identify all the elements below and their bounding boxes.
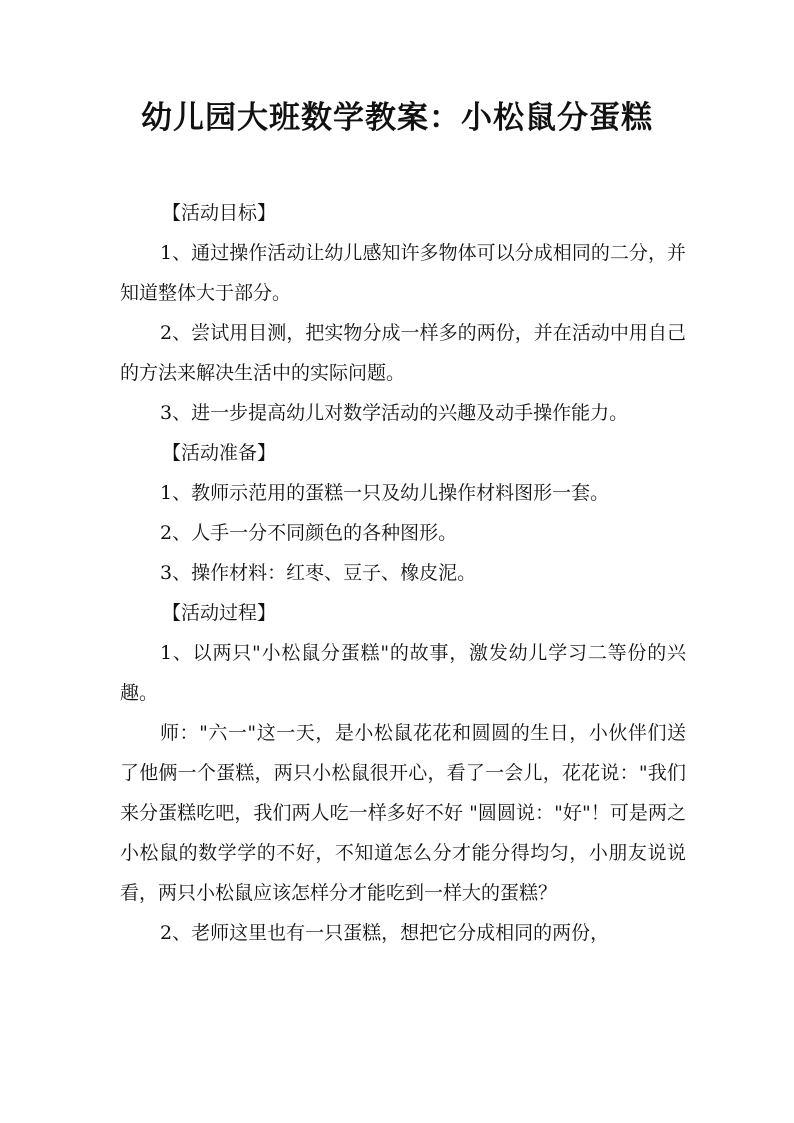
paragraph: 2、老师这里也有一只蛋糕，想把它分成相同的两份， bbox=[160, 922, 610, 944]
paragraph: 2、尝试用目测，把实物分成一样多的两份，并在活动中用自己的方法来解决生活中的实际问题。 bbox=[120, 322, 686, 384]
page-title: 幼儿园大班数学教案：小松鼠分蛋糕 bbox=[141, 100, 653, 136]
paragraph: 2、人手一分不同颜色的各种图形。 bbox=[160, 522, 458, 544]
section-heading-process: 【活动过程】 bbox=[162, 602, 277, 624]
section-heading-preparation: 【活动准备】 bbox=[162, 442, 277, 464]
section-heading-goals: 【活动目标】 bbox=[162, 202, 277, 224]
document-body bbox=[120, 193, 686, 953]
paragraph: 3、操作材料：红枣、豆子、橡皮泥。 bbox=[160, 562, 477, 584]
paragraph: 1、教师示范用的蛋糕一只及幼儿操作材料图形一套。 bbox=[160, 482, 610, 504]
paragraph: 1、以两只"小松鼠分蛋糕"的故事，激发幼儿学习二等份的兴趣。 bbox=[120, 642, 686, 704]
paragraph: 师："六一"这一天，是小松鼠花花和圆圆的生日，小伙伴们送了他俩一个蛋糕，两只小松鼠很开心，看了一会儿，花花说："我们来分蛋糕吃吧，我们两人吃一样多好不好 "圆圆说："好"！可是两之小松鼠的数学学的不好，不知道怎么分才能分得均匀，小朋友说说看，两只小松鼠应该怎样分才能吃到一样大的蛋糕？ bbox=[120, 722, 686, 904]
paragraph: 1、通过操作活动让幼儿感知许多物体可以分成相同的二分，并知道整体大于部分。 bbox=[120, 242, 686, 304]
paragraph: 3、进一步提高幼儿对数学活动的兴趣及动手操作能力。 bbox=[160, 402, 629, 424]
